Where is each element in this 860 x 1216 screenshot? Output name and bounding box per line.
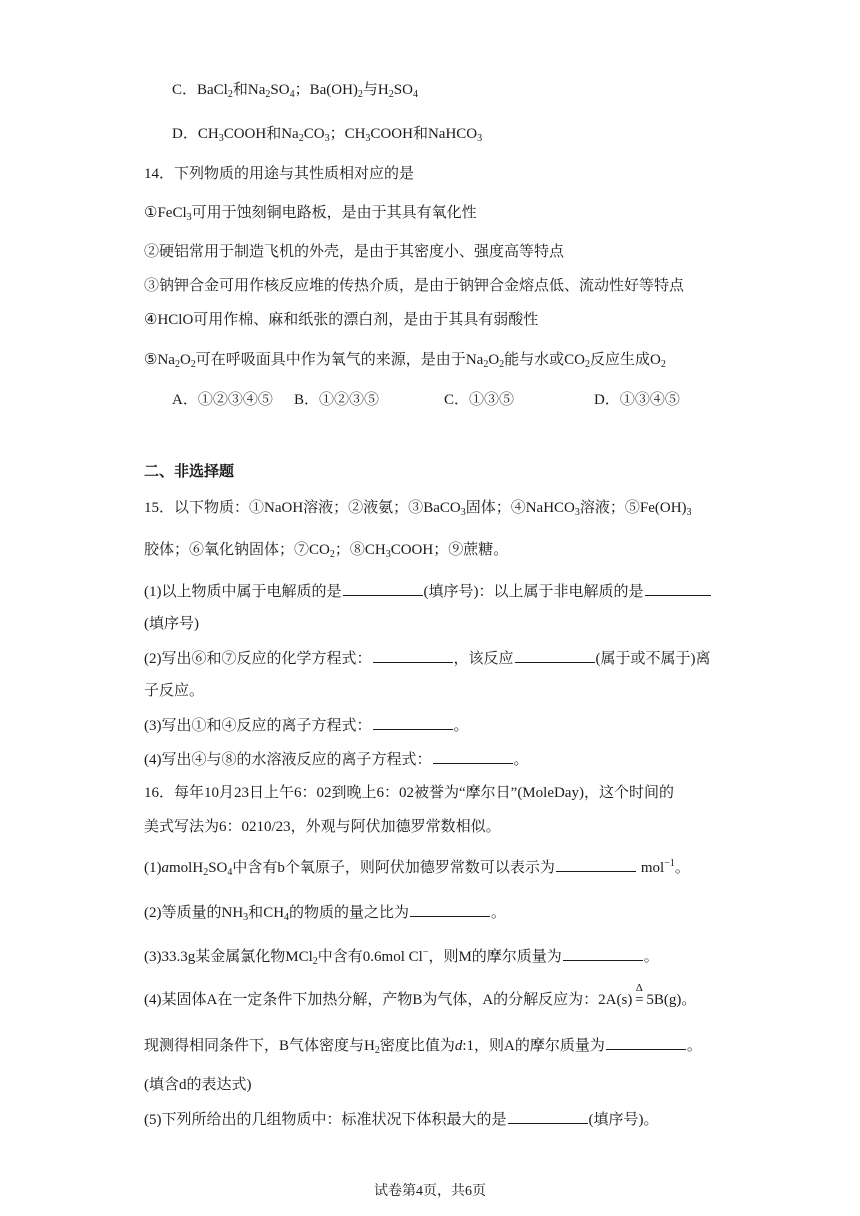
subscript: 2 xyxy=(374,1045,380,1056)
q14-option-d[interactable]: D．①③④⑤ xyxy=(594,392,680,408)
formula-text: Na xyxy=(465,352,484,368)
q14-statement-2: ②硬铝常用于制造飞机的外壳，是由于其密度小、强度高等特点 xyxy=(144,244,565,260)
part-text: 。 xyxy=(453,718,469,734)
stem-text: ；⑧ xyxy=(334,542,365,558)
separator: ； xyxy=(329,126,345,142)
part-text: 。 xyxy=(513,752,529,768)
formula-text: COOH xyxy=(223,126,267,142)
q14-option-b[interactable]: B．①②③⑤ xyxy=(294,392,380,408)
part-text: 中含有 xyxy=(317,949,363,965)
formula-text: mol xyxy=(640,860,665,876)
part-text: (5)下列所给出的几组物质中：标准状况下体积最大的是 xyxy=(144,1112,507,1128)
formula-text: Na xyxy=(247,82,266,98)
option-letter: D． xyxy=(172,126,198,142)
subscript: 4 xyxy=(227,867,233,878)
subscript: 2 xyxy=(227,89,233,100)
part-text: 。 xyxy=(686,1038,702,1054)
formula-text: CH xyxy=(364,542,386,558)
q16-part-3 xyxy=(144,946,659,967)
connector-text: 与 xyxy=(362,82,378,98)
stem-text: 胶体；⑥氧化钠固体；⑦ xyxy=(144,542,310,558)
part-text: 。 xyxy=(643,949,659,965)
part-text: 密度比值为 xyxy=(379,1038,455,1054)
subscript: 2 xyxy=(660,359,666,370)
subscript: 3 xyxy=(686,507,692,518)
formula-text: H xyxy=(192,860,204,876)
formula-text: CH xyxy=(263,905,285,921)
subscript: 2 xyxy=(499,359,505,370)
subscript: 2 xyxy=(357,89,363,100)
answer-blank[interactable] xyxy=(343,581,423,596)
formula-text: NaOH xyxy=(264,500,304,516)
formula-text: mol xyxy=(169,860,193,876)
q16-part-2 xyxy=(144,902,506,923)
q14-stem: 14．下列物质的用途与其性质相对应的是 xyxy=(144,166,415,182)
subscript: 2 xyxy=(203,867,209,878)
answer-blank[interactable] xyxy=(433,749,513,764)
q15-part-1 xyxy=(144,581,712,602)
formula-text: CO xyxy=(564,352,586,368)
formula-text: BaCl xyxy=(197,82,228,98)
formula-text: MCl xyxy=(285,949,313,965)
statement-text: ①FeCl xyxy=(144,205,187,221)
statement-text: ⑤ xyxy=(144,352,158,368)
answer-blank[interactable] xyxy=(563,946,643,961)
part-text: (3) xyxy=(144,949,162,965)
subscript: 3 xyxy=(186,212,192,223)
answer-blank[interactable] xyxy=(606,1035,686,1050)
formula-text: SO xyxy=(393,82,413,98)
answer-blank[interactable] xyxy=(515,648,595,663)
answer-blank[interactable] xyxy=(410,902,490,917)
formula-text: O xyxy=(488,352,500,368)
formula-text: BaCO xyxy=(423,500,461,516)
subscript: 4 xyxy=(412,89,418,100)
formula-text: H xyxy=(377,82,389,98)
q14-option-a[interactable]: A．①②③④⑤ xyxy=(172,392,273,408)
part-text: 中含有b个氧原子，则阿伏加德罗常数可以表示为 xyxy=(232,860,555,876)
part-text: (1)以上物质中属于电解质的是 xyxy=(144,584,342,600)
answer-blank[interactable] xyxy=(373,715,453,730)
connector-text: 和 xyxy=(232,82,248,98)
part-text: 。 xyxy=(674,860,690,876)
formula-text: SO xyxy=(208,860,228,876)
subscript: 4 xyxy=(289,89,295,100)
formula-text: 0.6mol Cl xyxy=(362,949,423,965)
answer-blank[interactable] xyxy=(373,648,453,663)
part-text: 。 xyxy=(491,905,507,921)
formula-text: NH xyxy=(221,905,244,921)
part-text: 。 xyxy=(681,992,697,1008)
q15-part-4 xyxy=(144,749,529,770)
formula-text: COOH xyxy=(390,542,434,558)
q16-part-5 xyxy=(144,1109,659,1130)
statement-text: 可在呼吸面具中作为氧气的来源，是由于 xyxy=(195,352,466,368)
statement-text: 能与水或 xyxy=(504,352,565,368)
subscript: 2 xyxy=(265,89,271,100)
variable: a xyxy=(161,860,169,876)
subscript: 3 xyxy=(477,133,483,144)
q14-statement-1 xyxy=(144,203,477,223)
formula-text: CO xyxy=(303,126,325,142)
superscript: − xyxy=(422,947,429,958)
stem-text: 溶液；⑤ xyxy=(579,500,640,516)
part-text: 和 xyxy=(248,905,264,921)
part-text: (4)某固体A在一定条件下加热分解，产物B为气体，A的分解反应为： xyxy=(144,992,599,1008)
subscript: 3 xyxy=(243,912,249,923)
formula-text: Fe(OH) xyxy=(639,500,687,516)
variable: d xyxy=(454,1038,463,1054)
part-text: :1，则A的摩尔质量为 xyxy=(462,1038,605,1054)
formula-text: NaHCO xyxy=(525,500,575,516)
subscript: 3 xyxy=(324,133,330,144)
q16-stem-line-1: 16．每年10月23日上午6：02到晚上6：02被誉为“摩尔日”(MoleDay)，这个时间的 xyxy=(144,785,674,801)
q16-part-1 xyxy=(144,857,690,878)
q15-part-2-cont: 子反应。 xyxy=(144,683,205,699)
part-text: (1) xyxy=(144,860,162,876)
page-footer: 试卷第4页，共6页 xyxy=(374,1184,486,1199)
stem-text: 固体；④ xyxy=(465,500,526,516)
part-text: (填序号)。 xyxy=(588,1112,659,1128)
subscript: 3 xyxy=(365,133,371,144)
heat-symbol: Δ xyxy=(635,982,643,994)
formula-text: O xyxy=(650,352,661,368)
stem-text: 15．以下物质：① xyxy=(144,500,265,516)
q15-stem-line-2 xyxy=(144,540,508,560)
option-letter: C． xyxy=(172,82,198,98)
formula-text: Na xyxy=(157,352,175,368)
formula-text: COOH xyxy=(370,126,413,142)
q16-part-4 xyxy=(144,982,697,1010)
formula-text: Na xyxy=(281,126,299,142)
q14-option-c[interactable]: C．①③⑤ xyxy=(444,392,515,408)
subscript: 3 xyxy=(460,507,466,518)
q14-statement-4: ④HClO可用作棉、麻和纸张的漂白剂，是由于其具有弱酸性 xyxy=(144,312,539,328)
part-text: (3)写出①和④反应的离子方程式： xyxy=(144,718,372,734)
answer-blank[interactable] xyxy=(556,857,636,872)
subscript: 3 xyxy=(385,549,391,560)
part-text: (2)等质量的 xyxy=(144,905,222,921)
part-text: ，该反应 xyxy=(453,651,514,667)
part-text: (属于或不属于)离 xyxy=(595,651,711,667)
formula-text: CH xyxy=(344,126,366,142)
statement-text: 可用于蚀刻铜电路板，是由于其具有氧化性 xyxy=(191,205,477,221)
q16-stem-line-2: 美式写法为6：0210/23，外观与阿伏加德罗常数相似。 xyxy=(144,819,501,835)
equals-sign: = xyxy=(635,992,644,1008)
q14-statement-3: ③钠钾合金可用作核反应堆的传热介质，是由于钠钾合金熔点低、流动性好等特点 xyxy=(144,278,685,294)
part-text: ，则M的摩尔质量为 xyxy=(428,949,562,965)
formula-text: CH xyxy=(197,126,219,142)
subscript: 2 xyxy=(190,359,196,370)
equation-text: 5B(g) xyxy=(646,992,682,1008)
part-text: (2)写出⑥和⑦反应的化学方程式： xyxy=(144,651,372,667)
formula-text: 33.3g xyxy=(161,949,196,965)
q14-statement-5 xyxy=(144,350,666,370)
formula-text: NaHCO xyxy=(427,126,478,142)
q16-part-4-note: (填含d的表达式) xyxy=(144,1077,252,1093)
subscript: 4 xyxy=(284,912,290,923)
formula-text: Ba(OH) xyxy=(309,82,358,98)
formula-text: SO xyxy=(270,82,290,98)
section-heading: 二、非选择题 xyxy=(144,464,235,480)
subscript: 2 xyxy=(298,133,304,144)
part-text: (填序号)：以上属于非电解质的是 xyxy=(423,584,644,600)
equation-text: 2A(s) xyxy=(598,992,633,1008)
subscript: 3 xyxy=(218,133,224,144)
separator: ； xyxy=(294,82,310,98)
subscript: 2 xyxy=(483,359,489,370)
q13-option-c xyxy=(172,80,418,100)
q15-part-1-cont: (填序号) xyxy=(144,616,199,632)
formula-text: H xyxy=(364,1038,375,1054)
superscript: −1 xyxy=(664,858,675,869)
subscript: 2 xyxy=(388,89,394,100)
subscript: 2 xyxy=(174,359,180,370)
q15-part-2 xyxy=(144,648,711,669)
stem-text: 溶液；②液氨；③ xyxy=(303,500,424,516)
subscript: 2 xyxy=(585,359,591,370)
formula-text: O xyxy=(179,352,191,368)
q13-option-d xyxy=(172,124,482,144)
connector-text: 和 xyxy=(412,126,428,142)
subscript: 2 xyxy=(312,956,318,967)
part-text: 的物质的量之比为 xyxy=(289,905,410,921)
reaction-arrow xyxy=(632,982,646,1010)
part-text: 某金属氯化物 xyxy=(195,949,286,965)
subscript: 2 xyxy=(329,549,335,560)
stem-text: ；⑨蔗糖。 xyxy=(433,542,509,558)
part-text: 现测得相同条件下，B气体密度与 xyxy=(144,1038,365,1054)
connector-text: 和 xyxy=(266,126,282,142)
answer-blank[interactable] xyxy=(645,581,711,596)
part-text: (4)写出④与⑧的水溶液反应的离子方程式： xyxy=(144,752,432,768)
answer-blank[interactable] xyxy=(508,1109,588,1124)
q15-stem-line-1 xyxy=(144,498,692,518)
q16-part-4-line-2 xyxy=(144,1035,702,1056)
q15-part-3 xyxy=(144,715,469,736)
statement-text: 反应生成 xyxy=(590,352,651,368)
formula-text: CO xyxy=(309,542,330,558)
subscript: 3 xyxy=(574,507,580,518)
